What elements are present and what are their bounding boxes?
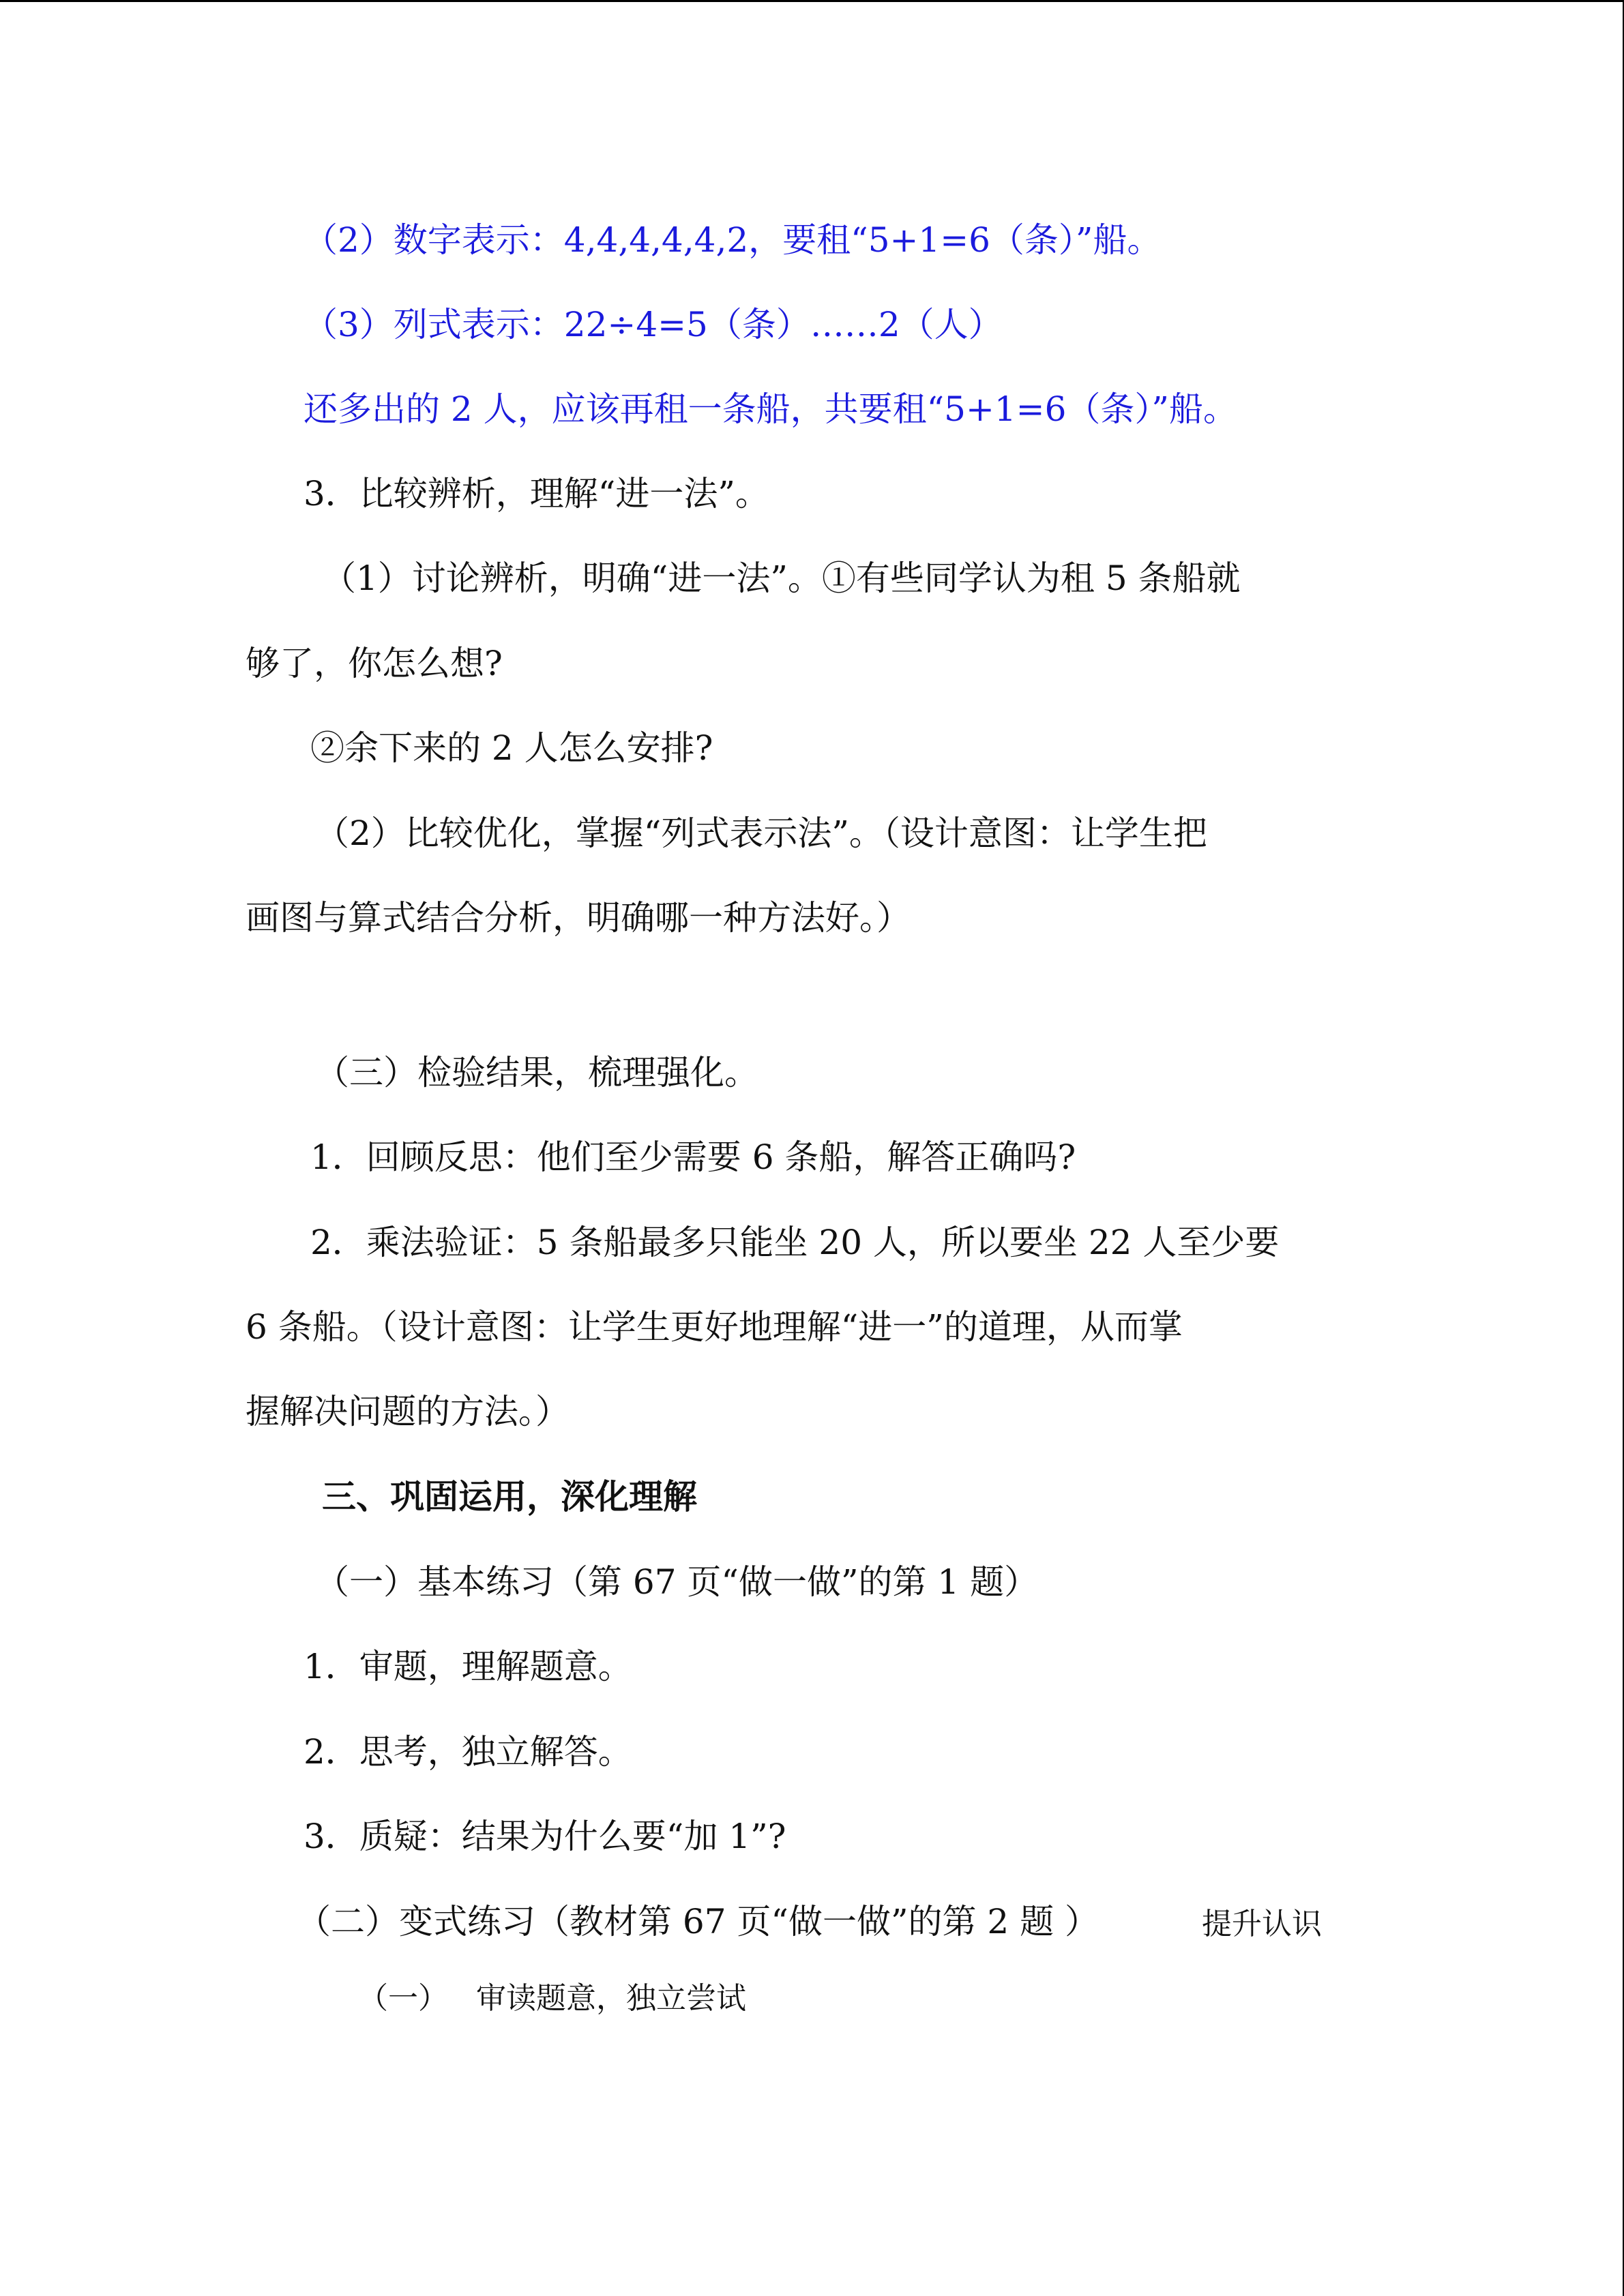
text-line-digit-representation: （2）数字表示：4,4,4,4,4,2，要租“5+1=6（条）”船。 bbox=[304, 220, 1162, 260]
text-line-step-2: 2．思考，独立解答。 bbox=[304, 1732, 632, 1772]
text-line-optimize: （2）比较优化，掌握“列式表示法”。（设计意图：让学生把 bbox=[315, 814, 1207, 853]
text-line-basic-practice: （一）基本练习（第 67 页“做一做”的第 1 题） bbox=[315, 1562, 1039, 1602]
text-line-variant-practice: （二）变式练习（教材第 67 页“做一做”的第 2 题 ） bbox=[297, 1902, 1099, 1941]
text-line-variant-practice-suffix: 提升认识 bbox=[1202, 1907, 1322, 1941]
text-line-discussion-cont: 够了，你怎么想? bbox=[246, 644, 503, 683]
page-top-border bbox=[0, 0, 1624, 2]
text-line-remaining-people: 还多出的 2 人，应该再租一条船，共要租“5+1=6（条）”船。 bbox=[304, 389, 1237, 429]
text-line-step-1: 1．审题，理解题意。 bbox=[304, 1647, 632, 1686]
text-line-optimize-cont: 画图与算式结合分析，明确哪一种方法好。） bbox=[246, 898, 911, 938]
text-line-multiply-verify-end: 握解决问题的方法。） bbox=[246, 1392, 570, 1431]
section-heading-consolidate: 三、巩固运用，深化理解 bbox=[322, 1476, 697, 1517]
text-line-multiply-verify: 2．乘法验证：5 条船最多只能坐 20 人，所以要坐 22 人至少要 bbox=[310, 1223, 1280, 1262]
text-line-formula-representation: （3）列式表示：22÷4=5（条）……2（人） bbox=[304, 305, 1003, 344]
text-line-review: 1．回顾反思：他们至少需要 6 条船，解答正确吗? bbox=[310, 1137, 1076, 1177]
text-line-sub-item-number: （一） bbox=[358, 1981, 448, 2016]
text-line-compare-heading: 3．比较辨析，理解“进一法”。 bbox=[304, 474, 769, 513]
text-line-remaining-question: ②余下来的 2 人怎么安排? bbox=[310, 728, 713, 768]
text-line-sub-item-text: 审读题意，独立尝试 bbox=[476, 1981, 746, 2016]
text-line-step-3: 3．质疑：结果为什么要“加 1”? bbox=[304, 1817, 786, 1856]
text-line-verify-heading: （三）检验结果，梳理强化。 bbox=[315, 1053, 758, 1092]
text-line-multiply-verify-cont: 6 条船。（设计意图：让学生更好地理解“进一”的道理，从而掌 bbox=[246, 1307, 1183, 1347]
text-line-discussion: （1）讨论辨析，明确“进一法”。①有些同学认为租 5 条船就 bbox=[322, 558, 1241, 598]
